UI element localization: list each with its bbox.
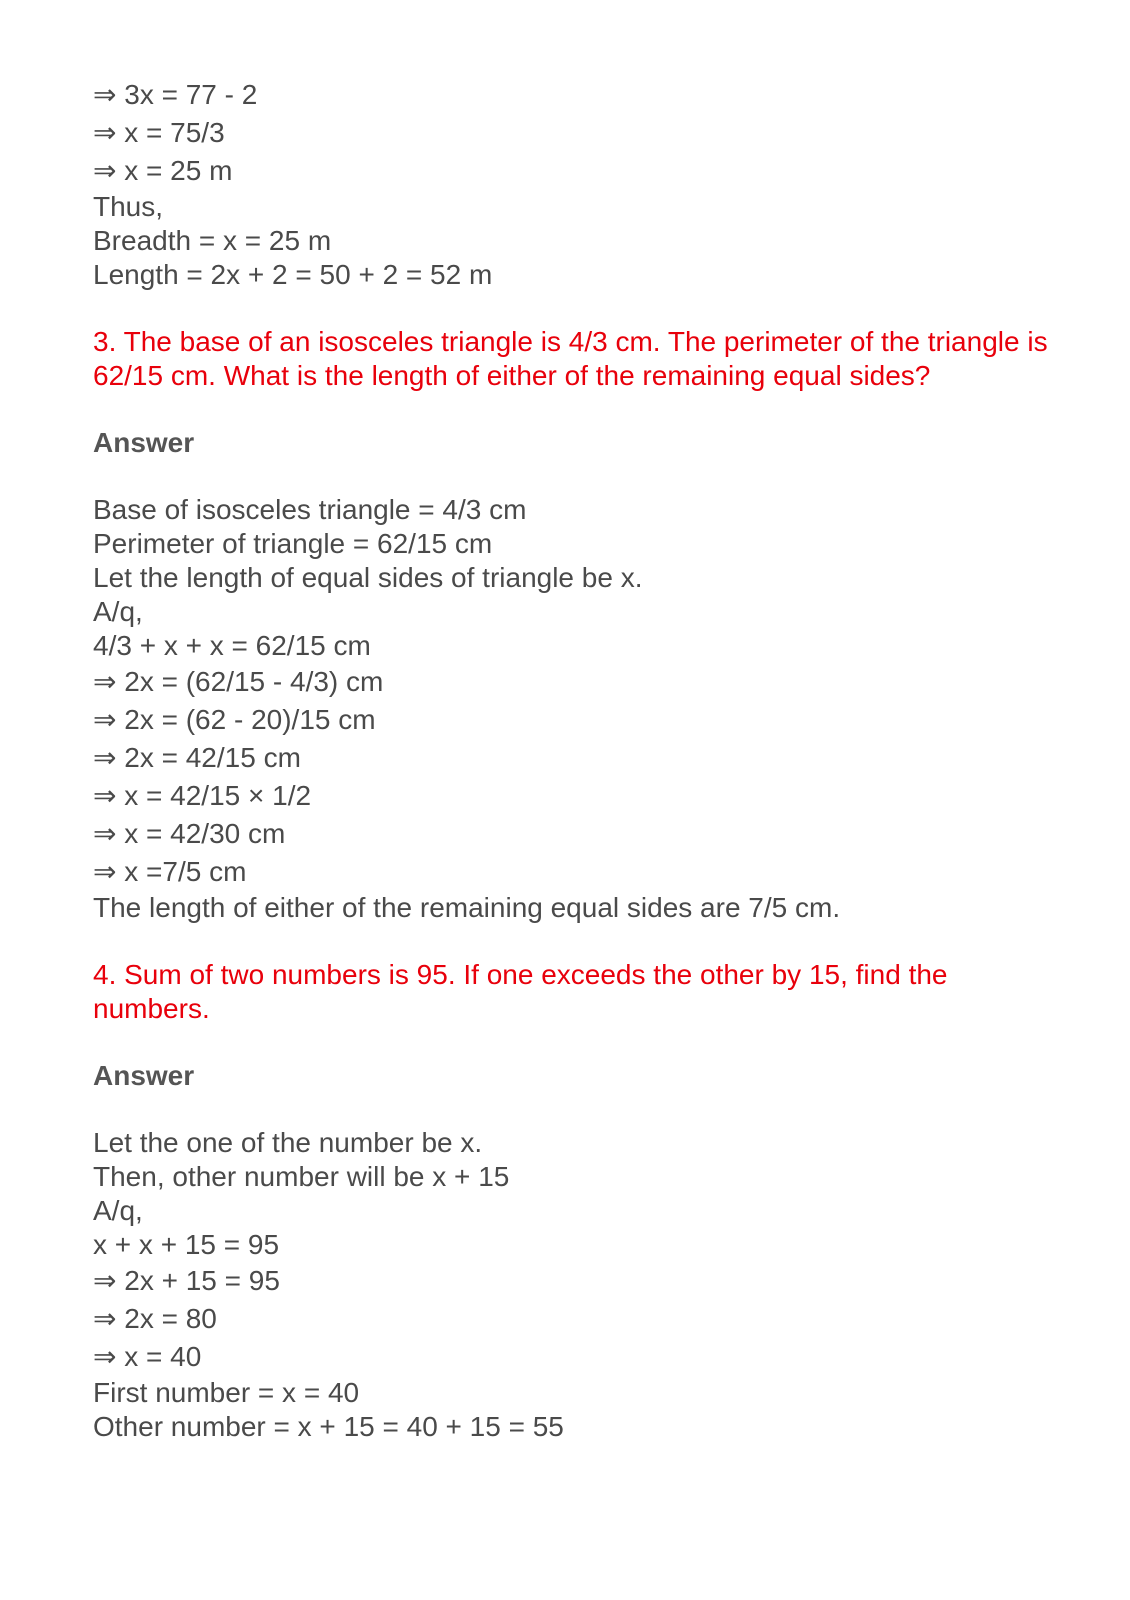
answer-heading: Answer: [93, 427, 195, 458]
result-line: Other number = x + 15 = 40 + 15 = 55: [93, 1411, 564, 1442]
equation-step: ⇒ x = 40: [93, 1341, 202, 1372]
equation-step: ⇒ 2x + 15 = 95: [93, 1265, 280, 1296]
equation-step: ⇒ 2x = 42/15 cm: [93, 742, 301, 773]
equation-line: x + x + 15 = 95: [93, 1229, 280, 1260]
text-line: Length = 2x + 2 = 50 + 2 = 52 m: [93, 259, 493, 290]
text-line: Let the length of equal sides of triangle be x.: [93, 562, 643, 593]
equation-step: ⇒ 2x = (62 - 20)/15 cm: [93, 704, 376, 735]
equation-step: ⇒ x =7/5 cm: [93, 856, 247, 887]
continuation-block: [93, 76, 1053, 292]
equation-line: 4/3 + x + x = 62/15 cm: [93, 630, 371, 661]
text-line: Breadth = x = 25 m: [93, 225, 332, 256]
text-line: Perimeter of triangle = 62/15 cm: [93, 528, 493, 559]
equation-step: ⇒ x = 42/30 cm: [93, 818, 286, 849]
question-text: 3. The base of an isosceles triangle is 4/3 cm. The perimeter of the triangle is 62/15 cm. What is the length of either of the remaining equal sides?: [93, 326, 1048, 391]
text-line: A/q,: [93, 1195, 143, 1226]
equation-step: ⇒ x = 25 m: [93, 155, 233, 186]
document-page: [93, 76, 1053, 1444]
equation-step: ⇒ 2x = 80: [93, 1303, 217, 1334]
equation-step: ⇒ x = 42/15 × 1/2: [93, 780, 312, 811]
answer-heading: Answer: [93, 1060, 195, 1091]
question-text: 4. Sum of two numbers is 95. If one exceeds the other by 15, find the numbers.: [93, 959, 948, 1024]
equation-step: ⇒ 2x = (62/15 - 4/3) cm: [93, 666, 384, 697]
equation-step: ⇒ x = 75/3: [93, 117, 225, 148]
question-3: [93, 325, 1053, 925]
text-line: Base of isosceles triangle = 4/3 cm: [93, 494, 527, 525]
conclusion-line: The length of either of the remaining equal sides are 7/5 cm.: [93, 892, 841, 923]
text-line: A/q,: [93, 596, 143, 627]
result-line: First number = x = 40: [93, 1377, 360, 1408]
equation-step: ⇒ 3x = 77 - 2: [93, 79, 258, 110]
question-4: [93, 958, 1053, 1444]
text-line: Then, other number will be x + 15: [93, 1161, 510, 1192]
text-line: Thus,: [93, 191, 164, 222]
text-line: Let the one of the number be x.: [93, 1127, 483, 1158]
